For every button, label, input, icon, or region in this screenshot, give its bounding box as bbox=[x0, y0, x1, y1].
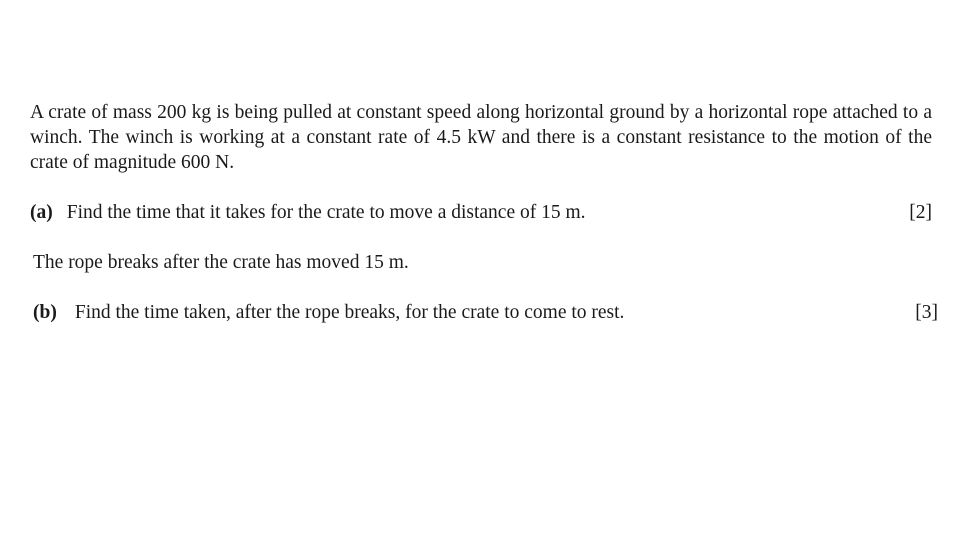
part-a-text: Find the time that it takes for the crate to move a distance of 15 m. bbox=[66, 202, 586, 223]
part-a bbox=[30, 200, 932, 225]
part-b-marks: [3] bbox=[915, 302, 938, 323]
part-a-label: (a) bbox=[30, 202, 53, 223]
part-b-label: (b) bbox=[33, 302, 57, 323]
question-block bbox=[30, 100, 938, 325]
question-intro: A crate of mass 200 kg is being pulled at constant speed along horizontal ground by a horizontal rope attached to a winch. The winch is working at a constant rate of 4.5 kW and there is a constant resistance to the motion of the crate of magnitude 600 N. bbox=[30, 102, 932, 173]
rope-breaks-note: The rope breaks after the crate has moved 15 m. bbox=[33, 252, 409, 273]
part-a-marks: [2] bbox=[909, 202, 932, 223]
part-b-text: Find the time taken, after the rope breaks, for the crate to come to rest. bbox=[74, 302, 625, 323]
part-b bbox=[30, 300, 938, 325]
